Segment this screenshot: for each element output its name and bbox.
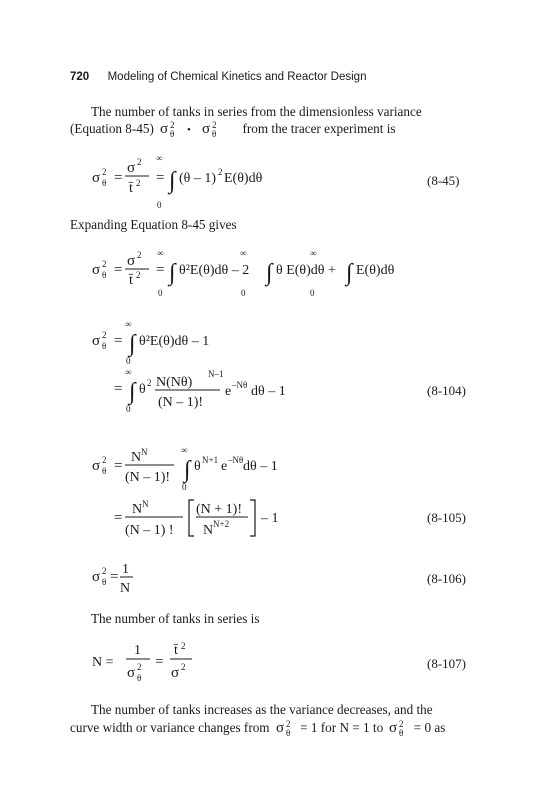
svg-text:θ: θ xyxy=(139,382,146,397)
bullet-symbol: • xyxy=(187,124,192,136)
svg-text:(N – 1)!: (N – 1)! xyxy=(125,470,171,485)
svg-text:∫: ∫ xyxy=(129,379,136,405)
svg-text:=: = xyxy=(110,569,119,585)
svg-text:σ: σ xyxy=(389,720,398,736)
svg-text:2: 2 xyxy=(137,157,142,167)
svg-text:t̄: t̄ xyxy=(174,643,178,658)
svg-text:2: 2 xyxy=(102,455,107,465)
svg-text:∫: ∫ xyxy=(169,260,176,286)
svg-text:∫: ∫ xyxy=(346,260,353,286)
svg-text:θ: θ xyxy=(137,673,142,683)
svg-text:2: 2 xyxy=(102,259,107,269)
svg-text:N: N xyxy=(120,581,131,596)
equation-expanded xyxy=(70,250,510,300)
sigma-symbol: σ xyxy=(160,121,169,137)
svg-text:(N – 1)!: (N – 1)! xyxy=(158,395,204,410)
paragraph-1-line-1: The number of tanks in series from the dimensionless variance xyxy=(91,104,422,119)
svg-text:N =: N = xyxy=(92,655,114,670)
svg-text:2: 2 xyxy=(212,120,217,130)
paragraph-1-line-2: (Equation 8-45) σ 2 θ • σ 2 θ from the tracer experiment is xyxy=(70,120,396,138)
svg-text:2: 2 xyxy=(102,330,107,340)
svg-text:N: N xyxy=(142,499,149,509)
svg-text:2: 2 xyxy=(102,566,107,576)
svg-text:=: = xyxy=(155,654,164,670)
svg-text:=: = xyxy=(114,381,123,397)
svg-text:θ: θ xyxy=(102,466,107,476)
svg-text:=: = xyxy=(114,510,123,526)
svg-text:dθ – 1: dθ – 1 xyxy=(243,459,278,474)
inline-sigma xyxy=(273,719,297,737)
svg-text:σ: σ xyxy=(127,160,136,176)
svg-text:θ: θ xyxy=(102,270,107,280)
svg-text:– 1: – 1 xyxy=(261,511,279,526)
svg-text:θ²E(θ)dθ – 1: θ²E(θ)dθ – 1 xyxy=(139,334,210,349)
svg-text:E(θ)dθ: E(θ)dθ xyxy=(356,263,395,278)
paragraph-4-line-2: curve width or variance changes from σ 2 θ = 1 for N = 1 to σ 2 θ = 0 as xyxy=(70,719,446,737)
svg-text:E(θ)dθ: E(θ)dθ xyxy=(224,171,263,186)
svg-text:(N – 1) !: (N – 1) ! xyxy=(125,523,174,538)
svg-text:(N + 1)!: (N + 1)! xyxy=(196,502,242,517)
svg-text:2: 2 xyxy=(399,719,404,729)
svg-text:0: 0 xyxy=(157,200,162,210)
right-bracket xyxy=(250,500,255,536)
svg-text:e: e xyxy=(225,384,232,399)
svg-text:t̄: t̄ xyxy=(129,273,133,288)
equation-8-104 xyxy=(70,366,510,416)
equation-number: (8-45) xyxy=(427,173,460,188)
svg-text:θ: θ xyxy=(285,728,291,737)
svg-text:σ: σ xyxy=(127,665,136,681)
svg-text:=: = xyxy=(114,458,123,474)
equation-8-105 xyxy=(70,496,510,544)
svg-text:2: 2 xyxy=(181,662,186,672)
svg-text:2: 2 xyxy=(136,178,141,188)
svg-text:N+2: N+2 xyxy=(213,519,230,529)
svg-text:σ: σ xyxy=(92,262,101,278)
paragraph-3: The number of tanks in series is xyxy=(91,611,260,626)
equation-number: (8-107) xyxy=(427,656,466,671)
equation-number: (8-105) xyxy=(427,510,466,525)
svg-text:∞: ∞ xyxy=(125,319,132,329)
equation-number: (8-106) xyxy=(427,571,466,586)
svg-text:θ E(θ)dθ +: θ E(θ)dθ + xyxy=(276,263,336,278)
svg-text:2: 2 xyxy=(181,641,186,651)
svg-text:θ²E(θ)dθ – 2: θ²E(θ)dθ – 2 xyxy=(179,263,250,278)
svg-text:=: = xyxy=(114,262,123,278)
running-header xyxy=(70,71,366,83)
svg-text:σ: σ xyxy=(171,665,180,681)
svg-text:0: 0 xyxy=(158,288,163,298)
inline-sigma-product xyxy=(157,120,239,138)
svg-text:∞: ∞ xyxy=(157,250,164,258)
svg-text:σ: σ xyxy=(202,121,211,137)
equation-8-107 xyxy=(70,640,510,686)
svg-text:e: e xyxy=(221,459,228,474)
svg-text:1: 1 xyxy=(134,643,141,658)
svg-text:2: 2 xyxy=(137,662,142,672)
svg-text:=: = xyxy=(114,170,123,186)
svg-text:∫: ∫ xyxy=(266,260,273,286)
svg-text:N: N xyxy=(203,523,214,538)
svg-text:2: 2 xyxy=(137,250,142,260)
svg-text:1: 1 xyxy=(122,562,129,577)
svg-text:2: 2 xyxy=(285,719,291,729)
svg-text:–Nθ: –Nθ xyxy=(232,380,248,390)
svg-text:∫: ∫ xyxy=(129,331,136,357)
svg-text:N–1: N–1 xyxy=(208,369,224,379)
svg-text:N+1: N+1 xyxy=(202,455,219,465)
svg-text:θ: θ xyxy=(194,459,201,474)
svg-text:=: = xyxy=(156,170,165,186)
svg-text:N: N xyxy=(131,450,142,465)
equation-number: (8-104) xyxy=(427,383,466,398)
svg-text:σ: σ xyxy=(275,720,284,736)
svg-text:(θ – 1): (θ – 1) xyxy=(179,171,217,186)
svg-text:σ: σ xyxy=(92,170,101,186)
svg-text:=: = xyxy=(114,333,123,349)
svg-text:θ: θ xyxy=(102,178,107,188)
equation-gamma-integral xyxy=(70,448,510,494)
page-number: 720 xyxy=(70,71,90,83)
left-bracket xyxy=(189,500,194,536)
svg-text:2: 2 xyxy=(102,167,107,177)
svg-text:2: 2 xyxy=(147,378,152,388)
equation-8-106 xyxy=(70,560,510,600)
paragraph-4-line-1: The number of tanks increases as the variance decreases, and the xyxy=(91,702,433,717)
svg-text:θ: θ xyxy=(170,129,175,138)
svg-text:N: N xyxy=(132,502,143,517)
svg-text:∞: ∞ xyxy=(125,367,132,377)
svg-text:σ: σ xyxy=(92,569,101,585)
svg-text:=: = xyxy=(156,262,165,278)
svg-text:θ: θ xyxy=(102,341,107,351)
svg-text:∞: ∞ xyxy=(181,448,188,455)
svg-text:–Nθ: –Nθ xyxy=(228,455,244,465)
integral-sign: ∫ xyxy=(169,168,176,194)
paragraph-2: Expanding Equation 8-45 gives xyxy=(70,217,237,232)
svg-text:2: 2 xyxy=(170,120,175,130)
svg-text:σ: σ xyxy=(92,458,101,474)
svg-text:σ: σ xyxy=(92,333,101,349)
svg-text:∫: ∫ xyxy=(184,457,191,483)
svg-text:N: N xyxy=(141,448,148,457)
svg-text:θ: θ xyxy=(399,728,404,737)
svg-text:0: 0 xyxy=(126,404,131,414)
svg-text:t̄: t̄ xyxy=(129,181,133,196)
running-title: Modeling of Chemical Kinetics and Reactor Design xyxy=(107,71,367,83)
inline-sigma xyxy=(386,719,410,737)
svg-text:0: 0 xyxy=(182,482,187,492)
equation-8-45 xyxy=(70,152,510,210)
svg-text:θ: θ xyxy=(212,129,217,138)
svg-text:0: 0 xyxy=(241,288,246,298)
equation-theta-squared xyxy=(70,318,510,366)
svg-text:∞: ∞ xyxy=(156,153,163,163)
svg-text:σ: σ xyxy=(127,253,136,269)
svg-text:θ: θ xyxy=(102,577,107,587)
svg-text:∞: ∞ xyxy=(240,250,247,258)
svg-text:2: 2 xyxy=(136,270,141,280)
svg-text:∞: ∞ xyxy=(310,250,317,258)
svg-text:dθ – 1: dθ – 1 xyxy=(251,384,286,399)
svg-text:N(Nθ): N(Nθ) xyxy=(156,375,193,390)
svg-text:2: 2 xyxy=(218,167,223,177)
svg-text:0: 0 xyxy=(126,356,131,366)
svg-text:0: 0 xyxy=(310,288,315,298)
